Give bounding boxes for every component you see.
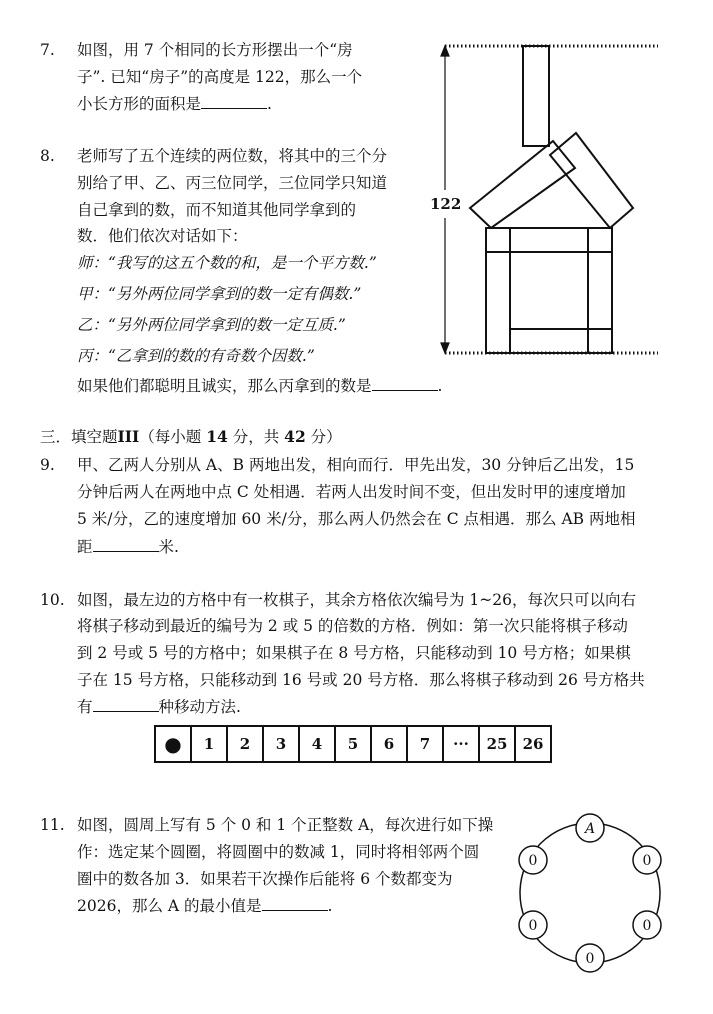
q8-dialogue-jia: 甲：“另外两位同学拿到的数一定有偶数.” — [77, 285, 362, 303]
house-height-label: 122 — [430, 195, 462, 213]
grid-cell-piece: ● — [155, 726, 191, 762]
big-ring — [520, 823, 660, 963]
q8-line2: 别给了甲、乙、丙三位同学，三位同学只知道 — [77, 174, 388, 192]
q8-dialogue-teacher: 师：“我写的这五个数的和，是一个平方数.” — [77, 254, 377, 272]
q9-line4-end: 米. — [158, 538, 179, 556]
circle-value-lower-right: 0 — [642, 918, 652, 934]
section3-paren2: 分，共 — [227, 428, 285, 446]
q8-last-text: 如果他们都聪明且诚实，那么丙拿到的数是 — [77, 377, 372, 395]
grid-cell-5: 5 — [335, 726, 371, 762]
section3-paren3: 分） — [305, 428, 342, 446]
q11-line3: 圈中的数各加 3．如果若干次操作后能将 6 个数都变为 — [77, 870, 453, 888]
q8-line4: 数．他们依次对话如下： — [77, 227, 248, 245]
q9-line4-text: 距 — [77, 538, 93, 556]
grid-cell-3: 3 — [263, 726, 299, 762]
q11-number: 11. — [40, 816, 65, 834]
grid-cell-ellipsis: ··· — [443, 726, 479, 762]
q7-number: 7. — [40, 41, 55, 59]
q10-line1: 如图，最左边的方格中有一枚棋子，其余方格依次编号为 1~26，每次只可以向右 — [77, 591, 637, 609]
q11-line4-text: 2026，那么 A 的最小值是 — [77, 897, 262, 915]
grid-cell-1: 1 — [191, 726, 227, 762]
q7-line2: 子”. 已知“房子”的高度是 122，那么一个 — [77, 68, 363, 86]
q8-dialogue-yi: 乙：“另外两位同学拿到的数一定互质.” — [77, 316, 346, 334]
section3-roman: III — [117, 427, 140, 446]
q10-line5-end: 种移动方法. — [158, 698, 241, 716]
grid-cell-26: 26 — [515, 726, 551, 762]
q11-line2: 作：选定某个圆圈，将圆圈中的数减 1，同时将相邻两个圆 — [77, 843, 480, 861]
q10-line5-text: 有 — [77, 698, 93, 716]
q9-line3: 5 米/分，乙的速度增加 60 米/分，那么两人仍然会在 C 点相遇．那么 AB 两地相 — [77, 510, 636, 528]
circle-value-upper-left: 0 — [528, 853, 538, 869]
q8-number: 8. — [40, 147, 55, 165]
q11-line4-end: . — [327, 897, 333, 915]
circle-value-bottom: 0 — [585, 951, 595, 967]
circle-value-upper-right: 0 — [642, 853, 652, 869]
q8-line3: 自己拿到的数，而不知道其他同学拿到的 — [77, 201, 357, 219]
section3-total: 42 — [284, 427, 306, 446]
circle-value-lower-left: 0 — [528, 918, 538, 934]
grid-cell-6: 6 — [371, 726, 407, 762]
q9-line2: 分钟后两人在两地中点 C 处相遇．若两人出发时间不变，但出发时甲的速度增加 — [77, 483, 626, 501]
q7-line3-end: . — [267, 95, 272, 113]
q10-number: 10. — [40, 591, 65, 609]
q9-number: 9. — [40, 456, 55, 474]
section3-prefix: 三．填空题 — [40, 428, 118, 446]
q11-line1: 如图，圆周上写有 5 个 0 和 1 个正整数 A，每次进行如下操 — [77, 816, 494, 834]
q8-last-end: . — [437, 377, 443, 395]
grid-cell-7: 7 — [407, 726, 443, 762]
circle-value-a: A — [584, 821, 596, 837]
q7-line1: 如图，用 7 个相同的长方形摆出一个“房 — [77, 41, 353, 59]
section3-paren1: （每小题 — [139, 428, 207, 446]
q10-line3: 到 2 号或 5 号的方格中；如果棋子在 8 号方格，只能移动到 10 号方格；如果棋 — [77, 644, 631, 662]
q9-line1: 甲、乙两人分别从 A、B 两地出发，相向而行．甲先出发，30 分钟后乙出发，15 — [77, 456, 635, 474]
q7-line3-text: 小长方形的面积是 — [77, 95, 202, 113]
grid-cell-25: 25 — [479, 726, 515, 762]
q8-dialogue-bing: 丙：“乙拿到的数的有奇数个因数.” — [77, 347, 315, 365]
q8-line1: 老师写了五个连续的两位数，将其中的三个分 — [77, 147, 388, 165]
grid-cell-4: 4 — [299, 726, 335, 762]
q10-line2: 将棋子移动到最近的编号为 2 或 5 的倍数的方格．例如：第一次只能将棋子移动 — [77, 617, 628, 635]
grid-cell-2: 2 — [227, 726, 263, 762]
section3-points: 14 — [206, 427, 228, 446]
q10-line4: 子在 15 号方格，只能移动到 16 号或 20 号方格．那么将棋子移动到 26 号方格共 — [77, 671, 645, 689]
